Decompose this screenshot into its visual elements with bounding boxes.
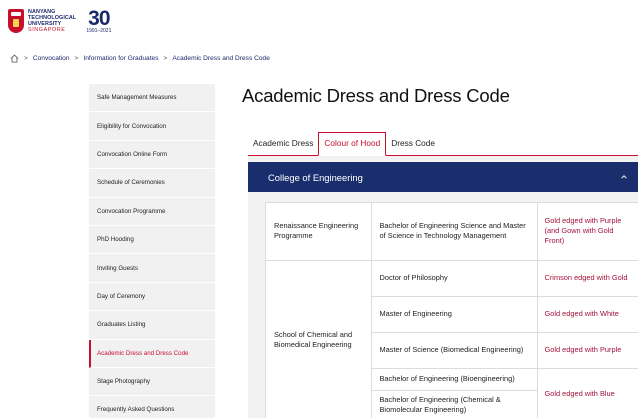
sidebar-item-academic-dress[interactable]: Academic Dress and Dress Code: [89, 340, 215, 368]
sidebar-item-faq[interactable]: Frequently Asked Questions: [89, 396, 215, 418]
page-title: Academic Dress and Dress Code: [242, 85, 510, 106]
school-cell: Renaissance Engineering Programme: [266, 203, 371, 260]
accordion-title: College of Engineering: [268, 171, 363, 183]
table-row: [266, 260, 638, 296]
sidebar-item-graduates-listing[interactable]: Graduates Listing: [89, 311, 215, 339]
breadcrumb-separator: >: [163, 55, 168, 62]
home-icon[interactable]: [10, 54, 19, 63]
breadcrumb-item-convocation[interactable]: Convocation: [32, 55, 70, 62]
accordion-panel: [248, 156, 638, 418]
logo-line-2: TECHNOLOGICAL: [28, 14, 77, 21]
school-cell: School of Chemical and Biomedical Engineering: [266, 260, 371, 418]
sidebar-item-schedule[interactable]: Schedule of Ceremonies: [89, 169, 215, 197]
tab-colour-of-hood[interactable]: Colour of Hood: [318, 132, 386, 156]
breadcrumb: [10, 54, 270, 63]
degree-cell: Bachelor of Engineering Science and Master of Science in Technology Management: [371, 203, 537, 260]
anniversary-years: 1991–2021: [86, 27, 112, 34]
sidebar-item-phd-hooding[interactable]: PhD Hooding: [89, 226, 215, 254]
logo-line-3: UNIVERSITY: [28, 21, 62, 27]
sidebar-item-programme[interactable]: Convocation Programme: [89, 198, 215, 226]
breadcrumb-item-current[interactable]: Academic Dress and Dress Code: [172, 55, 270, 62]
hood-colour-cell: Crimson edged with Gold: [537, 260, 638, 296]
hood-colour-cell: Gold edged with Purple: [537, 332, 638, 368]
sidebar-item-eligibility[interactable]: Eligibility for Convocation: [89, 112, 215, 140]
breadcrumb-separator: >: [24, 55, 28, 62]
logo-line-1: NANYANG: [28, 8, 56, 15]
tab-academic-dress[interactable]: Academic Dress: [253, 138, 314, 148]
degree-cell: Master of Engineering: [371, 296, 537, 332]
logo-wordmark: [28, 9, 76, 34]
breadcrumb-separator: >: [74, 55, 79, 62]
degree-cell: Bachelor of Engineering (Bioengineering): [371, 368, 537, 390]
ntu-logo[interactable]: [8, 4, 111, 38]
sidebar-nav: [89, 84, 215, 418]
tab-bar: [248, 132, 638, 156]
ntu-crest-icon: [8, 9, 24, 33]
degree-cell: Master of Science (Biomedical Engineering): [371, 332, 537, 368]
accordion-header[interactable]: [248, 162, 638, 192]
sidebar-item-online-form[interactable]: Convocation Online Form: [89, 141, 215, 169]
hood-colour-table: [265, 202, 638, 418]
sidebar-item-inviting-guests[interactable]: Inviting Guests: [89, 254, 215, 282]
hood-colour-cell: Gold edged with White: [537, 296, 638, 332]
anniversary-mark: [86, 6, 112, 34]
breadcrumb-item-information-for-graduates[interactable]: Information for Graduates: [83, 55, 159, 62]
hood-colour-cell: Gold edged with Purple (and Gown with Gold Front): [537, 203, 638, 260]
sidebar-item-safe-management[interactable]: Safe Management Measures: [89, 84, 215, 112]
hood-colour-cell: Gold edged with Blue: [537, 368, 638, 418]
sidebar-item-stage-photography[interactable]: Stage Photography: [89, 368, 215, 396]
degree-cell: Doctor of Philosophy: [371, 260, 537, 296]
degree-cell: Bachelor of Engineering (Chemical & Biomolecular Engineering): [371, 390, 537, 418]
logo-location: SINGAPORE: [28, 27, 66, 34]
table-row: [266, 203, 638, 260]
tab-dress-code[interactable]: Dress Code: [391, 138, 436, 148]
chevron-up-icon[interactable]: [620, 173, 628, 181]
sidebar-item-day-of-ceremony[interactable]: Day of Ceremony: [89, 283, 215, 311]
anniversary-number: 30: [88, 6, 110, 30]
